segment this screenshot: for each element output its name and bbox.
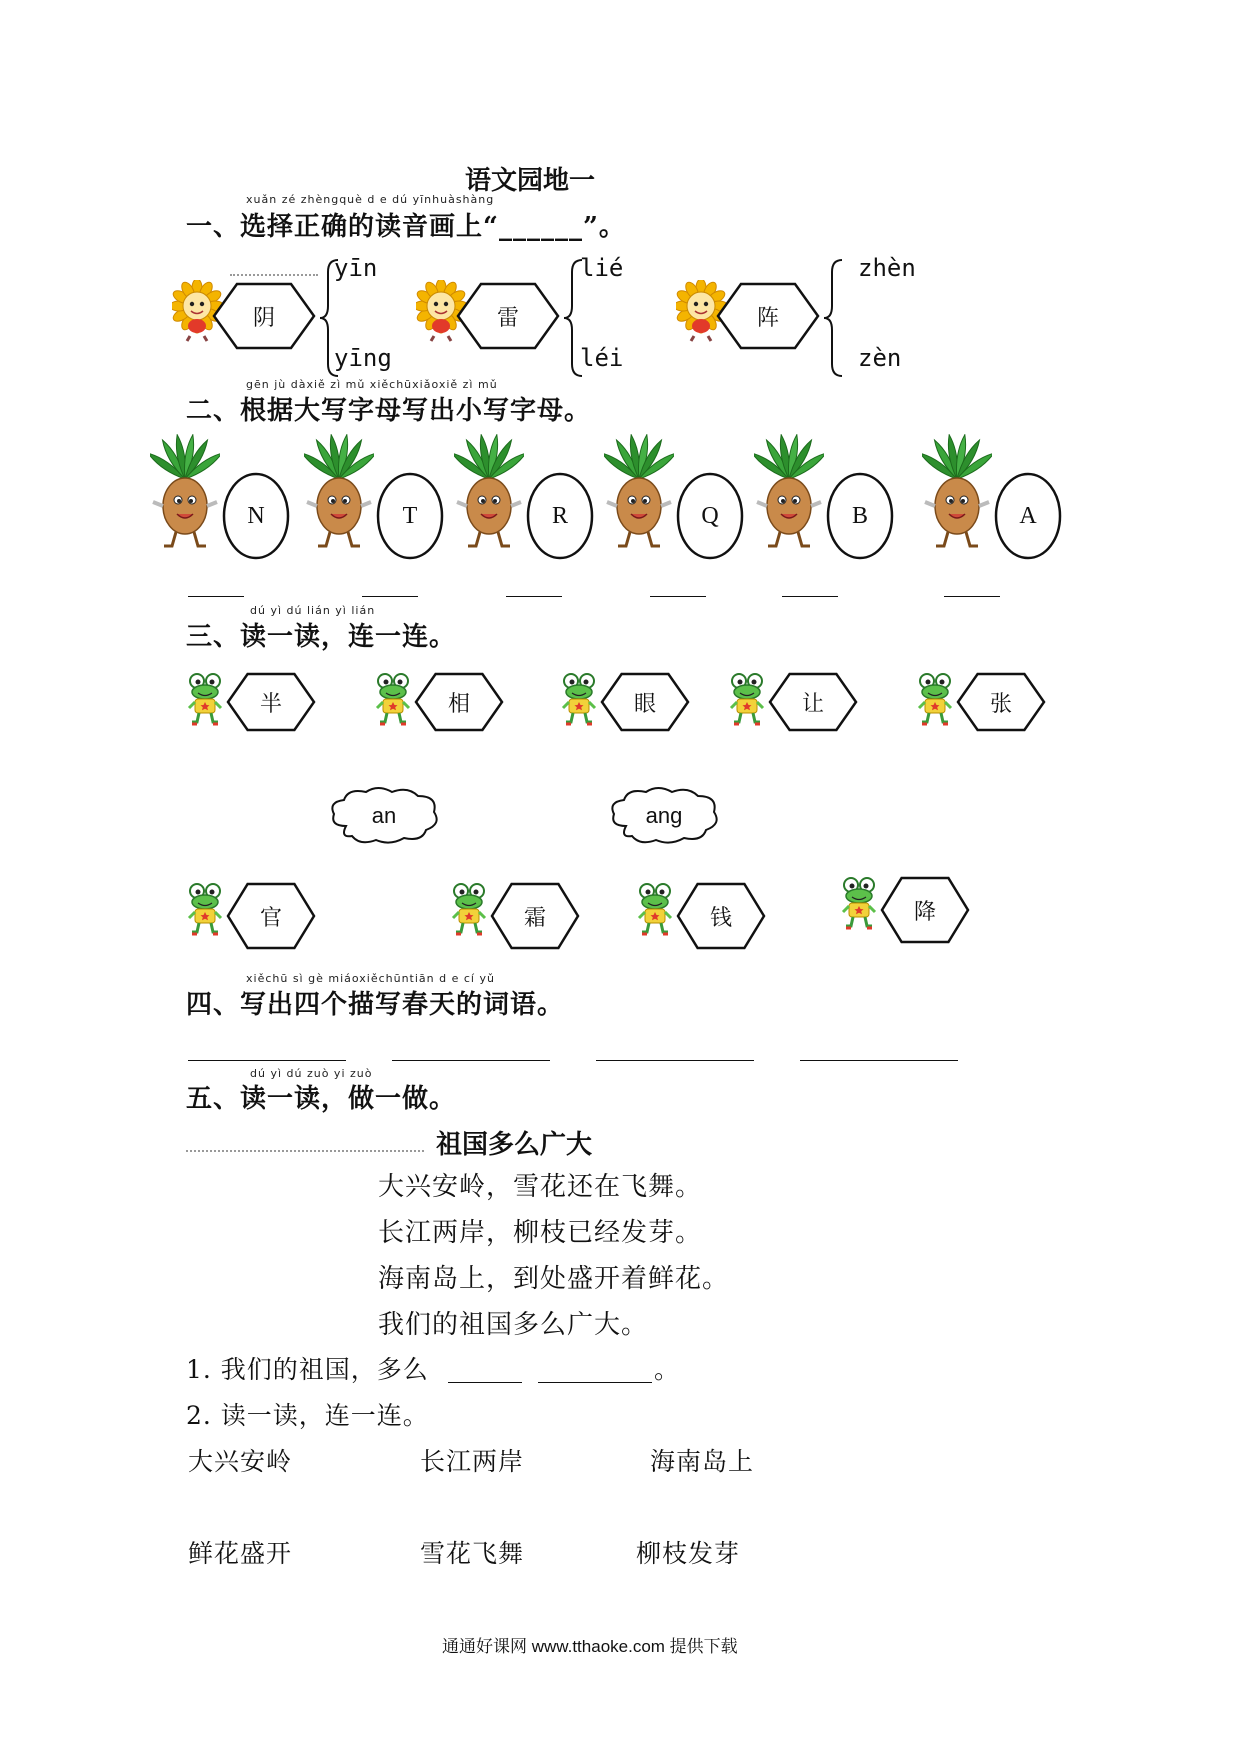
poem-line: 大兴安岭，雪花还在飞舞。 [378, 1172, 703, 1202]
pineapple-icon [454, 434, 524, 554]
rhyme-label[interactable]: ang [645, 803, 683, 828]
answer-blank[interactable] [362, 596, 418, 597]
letter-ellipse [826, 472, 894, 560]
uppercase-letter: A [1019, 502, 1037, 529]
char-hexagon[interactable] [768, 672, 858, 732]
pineapple-icon [754, 434, 824, 554]
match-bottom-item[interactable]: 鲜花盛开 [188, 1539, 293, 1568]
match-top-item[interactable]: 长江两岸 [420, 1447, 525, 1476]
answer-blank[interactable] [800, 1060, 958, 1061]
char-hexagon[interactable] [226, 882, 316, 950]
match-bottom-item[interactable]: 柳枝发芽 [636, 1539, 741, 1568]
char-hexagon-label: 半 [259, 691, 282, 717]
char-hexagon-label: 官 [259, 905, 282, 931]
answer-blank[interactable] [650, 596, 706, 597]
answer-blank[interactable] [448, 1382, 522, 1383]
answer-blank[interactable] [506, 596, 562, 597]
uppercase-letter: B [851, 502, 868, 529]
letter-ellipse [222, 472, 290, 560]
uppercase-letter: N [247, 502, 265, 529]
answer-blank[interactable] [596, 1060, 754, 1061]
char-hexagon-label: 阴 [252, 305, 275, 331]
dotted-mark [186, 1150, 424, 1152]
page-title: 语文园地一 [465, 166, 596, 196]
footer-text: 通通好课网 www.tthaoke.com 提供下载 [442, 1637, 738, 1656]
char-hexagon-label: 降 [913, 899, 936, 925]
char-hexagon[interactable] [880, 876, 970, 944]
uppercase-letter: R [551, 502, 568, 529]
answer-blank[interactable] [944, 596, 1000, 597]
char-hexagon-label: 眼 [633, 691, 656, 717]
match-top-item[interactable]: 海南岛上 [650, 1447, 755, 1476]
section2-title: 二、根据大写字母写出小写字母。 [186, 396, 592, 426]
cloud-shape [326, 786, 442, 846]
char-hexagon[interactable] [716, 282, 820, 350]
frog-icon [840, 876, 878, 932]
cloud-shape [606, 786, 722, 846]
section2-pinyin: gēn jù dàxiě zì mǔ xiěchūxiǎoxiě zì mǔ [246, 378, 498, 391]
poem-line: 海南岛上，到处盛开着鲜花。 [378, 1264, 730, 1294]
uppercase-letter: Q [701, 502, 719, 529]
question-2: 2. 读一读，连一连。 [186, 1401, 429, 1430]
section3-pinyin: dú yì dú lián yì lián [250, 604, 376, 617]
char-hexagon-label: 钱 [709, 905, 732, 931]
answer-blank[interactable] [782, 596, 838, 597]
frog-icon [450, 882, 488, 938]
poem-line: 我们的祖国多么广大。 [378, 1310, 649, 1340]
char-hexagon-label: 雷 [496, 305, 519, 331]
uppercase-letter: T [402, 502, 418, 529]
pineapple-icon [604, 434, 674, 554]
frog-icon [560, 672, 598, 728]
curly-brace [822, 258, 844, 378]
pinyin-option[interactable]: yīn [334, 254, 378, 282]
match-top-item[interactable]: 大兴安岭 [188, 1447, 293, 1476]
section1-title: 一、选择正确的读音画上“______”。 [186, 212, 626, 242]
char-hexagon[interactable] [490, 882, 580, 950]
pinyin-option[interactable]: zhèn [858, 254, 916, 282]
char-hexagon[interactable] [676, 882, 766, 950]
letter-ellipse [676, 472, 744, 560]
pinyin-option[interactable]: léi [580, 344, 624, 372]
frog-icon [728, 672, 766, 728]
char-hexagon[interactable] [600, 672, 690, 732]
pineapple-icon [304, 434, 374, 554]
char-hexagon[interactable] [956, 672, 1046, 732]
match-bottom-item[interactable]: 雪花飞舞 [420, 1539, 525, 1568]
answer-blank[interactable] [188, 596, 244, 597]
char-hexagon-label: 霜 [523, 905, 546, 931]
section1-pinyin: xuǎn zé zhèngquè d e dú yīnhuàshàng [246, 193, 495, 206]
pineapple-icon [150, 434, 220, 554]
char-hexagon[interactable] [226, 672, 316, 732]
section5-title: 五、读一读，做一做。 [186, 1084, 457, 1114]
letter-ellipse [526, 472, 594, 560]
poem-title: 祖国多么广大 [436, 1130, 593, 1160]
section4-pinyin: xiěchū sì gè miáoxiěchūntiān d e cí yǔ [246, 972, 495, 985]
question-1-end: 。 [654, 1355, 681, 1384]
answer-blank[interactable] [392, 1060, 550, 1061]
char-hexagon[interactable] [212, 282, 316, 350]
answer-blank[interactable] [188, 1060, 346, 1061]
letter-ellipse [376, 472, 444, 560]
dotted-mark [230, 274, 318, 276]
pinyin-option[interactable]: lié [580, 254, 624, 282]
char-hexagon-label: 让 [801, 691, 824, 717]
question-1: 1. 我们的祖国，多么 [186, 1355, 429, 1384]
frog-icon [916, 672, 954, 728]
char-hexagon-label: 张 [989, 691, 1012, 717]
char-hexagon[interactable] [456, 282, 560, 350]
frog-icon [374, 672, 412, 728]
pinyin-option[interactable]: zèn [858, 344, 902, 372]
rhyme-label[interactable]: an [371, 803, 397, 828]
frog-icon [186, 882, 224, 938]
section4-title: 四、写出四个描写春天的词语。 [186, 990, 565, 1020]
poem-line: 长江两岸，柳枝已经发芽。 [378, 1218, 703, 1248]
answer-blank[interactable] [538, 1382, 652, 1383]
frog-icon [636, 882, 674, 938]
char-hexagon[interactable] [414, 672, 504, 732]
section3-title: 三、读一读，连一连。 [186, 622, 457, 652]
pinyin-option[interactable]: yīng [334, 344, 392, 372]
frog-icon [186, 672, 224, 728]
pineapple-icon [922, 434, 992, 554]
char-hexagon-label: 阵 [756, 305, 779, 331]
char-hexagon-label: 相 [447, 691, 470, 717]
section5-pinyin: dú yì dú zuò yi zuò [250, 1067, 373, 1080]
letter-ellipse [994, 472, 1062, 560]
